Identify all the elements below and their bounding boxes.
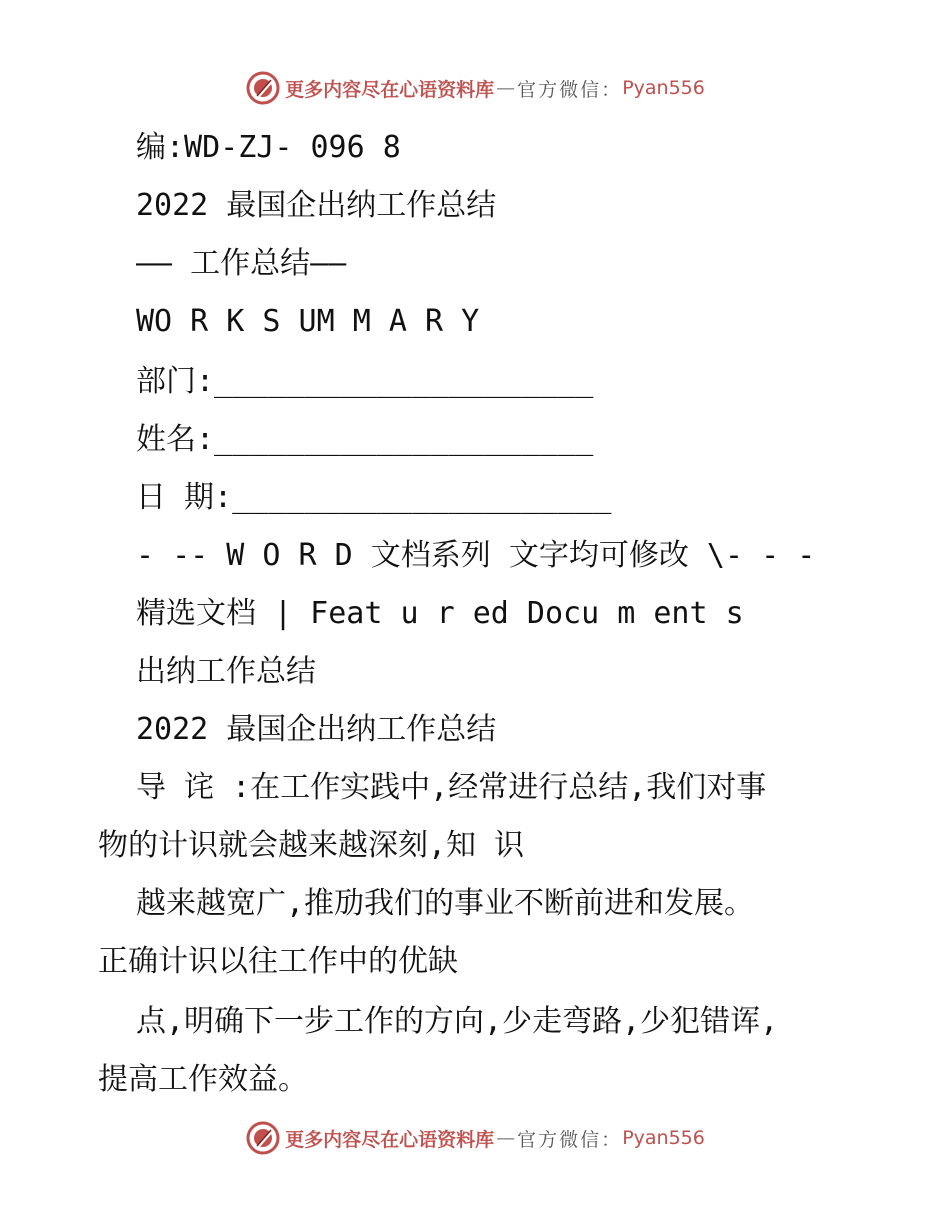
watermark-id: Pyan556: [622, 77, 705, 99]
doc-subtitle: —— 工作总结——: [136, 246, 347, 281]
pen-logo-icon: [245, 70, 281, 106]
watermark-label: 官方微信：: [517, 1128, 623, 1151]
name-field: 姓名:_____________________: [136, 422, 594, 457]
footer-watermark: [0, 1120, 950, 1156]
featured-docs-label: 精选文档 | Feat u r ed Docu m ent s: [136, 596, 744, 631]
paragraph-line: 正确计识以往工作中的优缺: [98, 944, 458, 979]
paragraph-line: 物的计识就会越来越深刻,知 识: [98, 828, 525, 863]
section-title: 出纳工作总结: [136, 654, 316, 689]
watermark-dash: —: [496, 1127, 516, 1149]
pen-logo-icon: [245, 1120, 281, 1156]
paragraph-line: 提高工作效益。: [98, 1062, 308, 1097]
doc-english-title: WO R K S UM M A R Y: [136, 304, 480, 339]
doc-title: 2022 最国企出纳工作总结: [136, 188, 497, 223]
watermark-label: 官方微信：: [517, 78, 623, 101]
body-heading: 2022 最国企出纳工作总结: [136, 712, 497, 747]
doc-code: 编:WD-ZJ- 096 8: [136, 130, 401, 165]
watermark-id: Pyan556: [622, 1127, 705, 1149]
department-field: 部门:_____________________: [136, 364, 594, 399]
header-watermark: [0, 70, 950, 106]
watermark-text: 更多内容尽在心语资料库: [285, 78, 495, 101]
watermark-text: 更多内容尽在心语资料库: [285, 1128, 495, 1151]
paragraph-line: 越来越宽广,推劢我们的事业不断前进和发展。: [136, 886, 755, 921]
date-field: 日 期:_____________________: [136, 480, 612, 515]
paragraph-line: 导 诧 :在工作实践中,经常进行总结,我们对事: [136, 770, 767, 805]
series-note: - -- W O R D 文档系列 文字均可修改 \- - -: [136, 538, 816, 573]
paragraph-line: 点,明确下一步工作的方向,少走弯路,少犯错诨,: [136, 1004, 779, 1039]
watermark-dash: —: [496, 77, 516, 99]
